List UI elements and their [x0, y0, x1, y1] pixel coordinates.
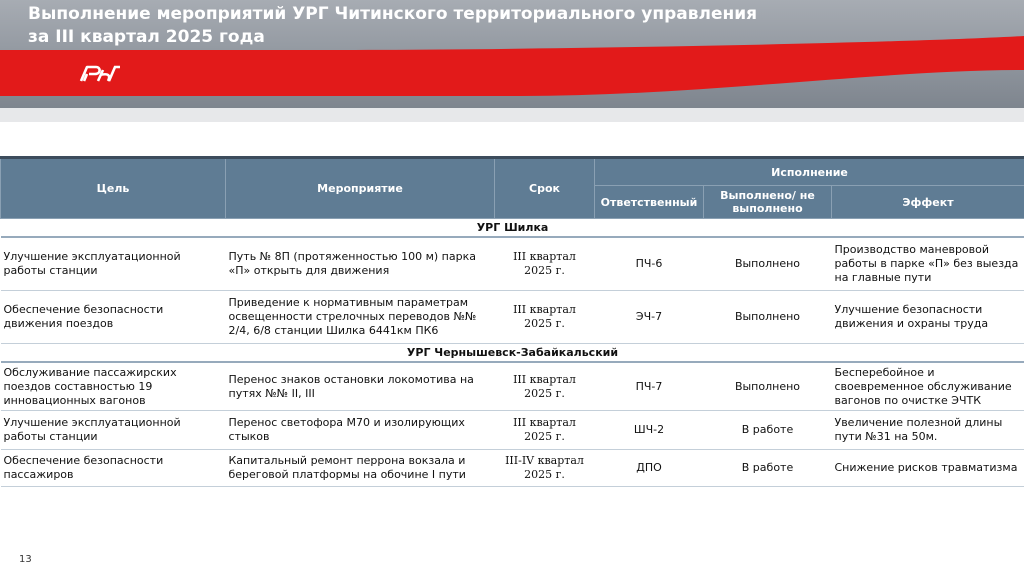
responsible-cell: ЭЧ-7	[595, 291, 704, 344]
effect-cell: Производство маневровой работы в парке «П» без выезда на главные пути	[832, 237, 1024, 291]
header-effect: Эффект	[832, 186, 1024, 219]
term-cell: III-IV квартал 2025 г.	[495, 450, 595, 487]
status-cell: Выполнено	[704, 362, 832, 411]
header-done: Выполнено/ не выполнено	[704, 186, 832, 219]
slide-title	[28, 3, 757, 49]
event-cell: Перенос знаков остановки локомотива на путях №№ II, III	[226, 362, 495, 411]
status-cell: В работе	[704, 450, 832, 487]
term-cell: III квартал 2025 г.	[495, 362, 595, 411]
responsible-cell: ШЧ-2	[595, 411, 704, 450]
responsible-cell: ДПО	[595, 450, 704, 487]
header-divider-band	[0, 108, 1024, 122]
goal-cell: Обеспечение безопасности пассажиров	[1, 450, 226, 487]
goal-cell: Обслуживание пассажирских поездов составностью 19 инновационных вагонов	[1, 362, 226, 411]
status-cell: Выполнено	[704, 237, 832, 291]
goal-cell: Обеспечение безопасности движения поездов	[1, 291, 226, 344]
header-event: Мероприятие	[226, 158, 495, 219]
slide-title-line2: за III квартал 2025 года	[28, 27, 265, 47]
table-row	[1, 362, 1024, 411]
effect-cell: Увеличение полезной длины пути №31 на 50м.	[832, 411, 1024, 450]
responsible-cell: ПЧ-6	[595, 237, 704, 291]
goal-cell: Улучшение эксплуатационной работы станции	[1, 411, 226, 450]
table-row	[1, 411, 1024, 450]
effect-cell: Снижение рисков травматизма	[832, 450, 1024, 487]
header-term: Срок	[495, 158, 595, 219]
term-cell: III квартал 2025 г.	[495, 291, 595, 344]
section-title: УРГ Шилка	[1, 219, 1024, 238]
event-cell: Приведение к нормативным параметрам освещенности стрелочных переводов №№ 2/4, 6/8 станции Шилка 6441км ПК6	[226, 291, 495, 344]
status-cell: Выполнено	[704, 291, 832, 344]
table-row	[1, 237, 1024, 291]
section-title: УРГ Чернышевск-Забайкальский	[1, 344, 1024, 363]
effect-cell: Бесперебойное и своевременное обслуживание вагонов по очистке ЭЧТК	[832, 362, 1024, 411]
header-goal: Цель	[1, 158, 226, 219]
slide-header	[0, 0, 1024, 108]
header-responsible: Ответственный	[595, 186, 704, 219]
measures-table	[0, 156, 1024, 487]
rzd-logo-icon	[78, 64, 122, 88]
table-row	[1, 291, 1024, 344]
event-cell: Капитальный ремонт перрона вокзала и береговой платформы на обочине I пути	[226, 450, 495, 487]
responsible-cell: ПЧ-7	[595, 362, 704, 411]
event-cell: Путь № 8П (протяженностью 100 м) парка «П» открыть для движения	[226, 237, 495, 291]
effect-cell: Улучшение безопасности движения и охраны труда	[832, 291, 1024, 344]
slide-title-line1: Выполнение мероприятий УРГ Читинского территориального управления	[28, 4, 758, 24]
term-cell: III квартал 2025 г.	[495, 411, 595, 450]
header-execution: Исполнение	[595, 158, 1024, 186]
status-cell: В работе	[704, 411, 832, 450]
event-cell: Перенос светофора М70 и изолирующих стыков	[226, 411, 495, 450]
page-number: 13	[19, 554, 32, 565]
term-cell: III квартал 2025 г.	[495, 237, 595, 291]
goal-cell: Улучшение эксплуатационной работы станции	[1, 237, 226, 291]
table-row	[1, 450, 1024, 487]
